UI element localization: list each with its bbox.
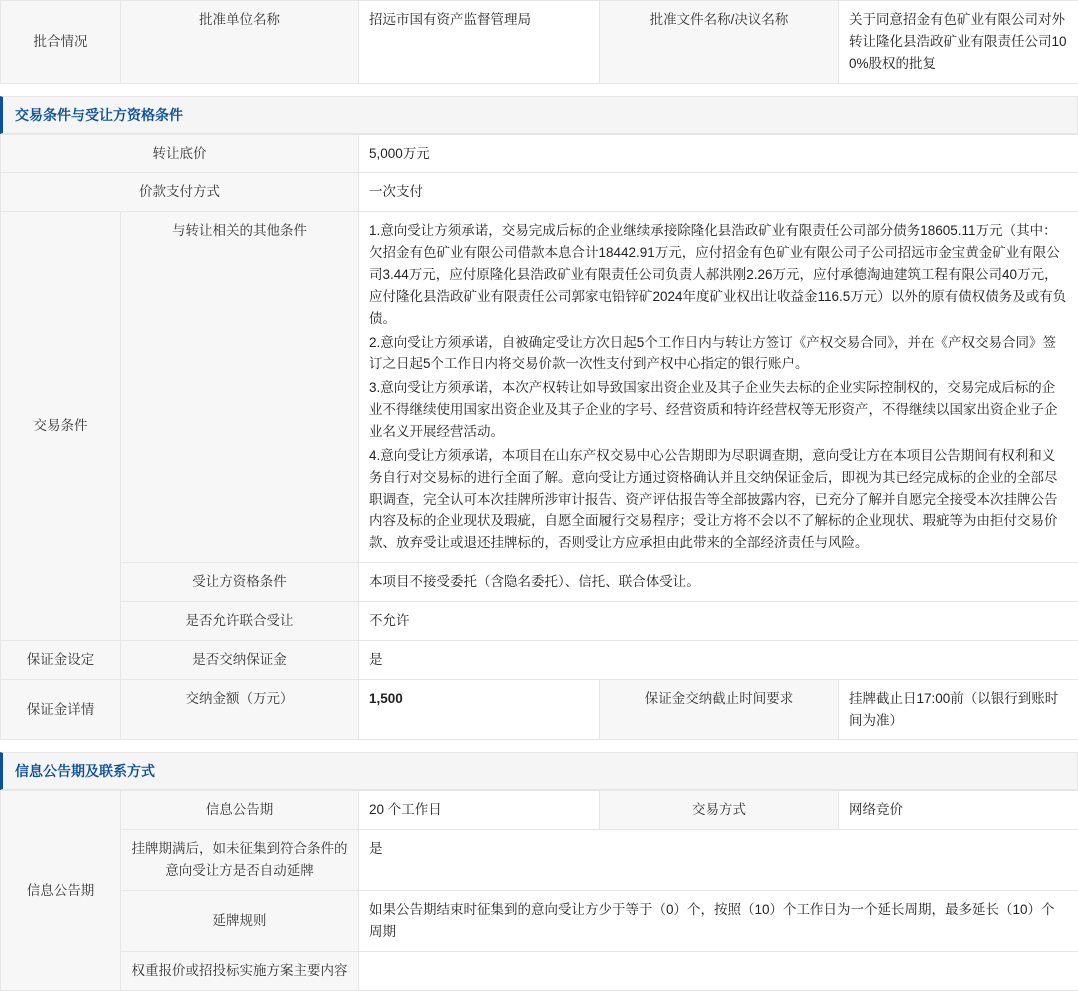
transfer-base-price-label: 转让底价	[1, 134, 359, 173]
trade-conditions-group-label: 交易条件	[1, 212, 121, 641]
table-row	[1, 830, 1078, 891]
deposit-required-label: 是否交纳保证金	[121, 640, 359, 679]
section-spacer-2	[0, 740, 1078, 746]
trade-method-value: 网络竞价	[839, 791, 1078, 830]
section-title-notice-period: 信息公告期及联系方式	[0, 752, 1078, 790]
auto-extend-label: 挂牌期满后，如未征集到符合条件的意向受让方是否自动延牌	[121, 830, 359, 891]
condition-paragraph-3: 3.意向受让方须承诺，本次产权转让如导致国家出资企业及其子企业失去标的企业实际控制权的，交易完成后标的企业不得继续使用国家出资企业及其子企业的字号、经营资质和特许经营权等无形资产，不得继续以国家出资企业子企业名义开展经营活动。	[369, 377, 1068, 443]
notice-period-table	[0, 790, 1078, 990]
approval-unit-value: 招远市国有资产监督管理局	[359, 1, 600, 84]
table-row	[1, 679, 1078, 740]
table-row	[1, 951, 1078, 990]
table-row	[1, 563, 1078, 602]
other-conditions-value	[359, 212, 1078, 563]
notice-period-label: 信息公告期	[121, 791, 359, 830]
deposit-amount-value: 1,500	[359, 679, 600, 740]
transferee-qualification-value: 本项目不接受委托（含隐名委托）、信托、联合体受让。	[359, 563, 1078, 602]
auto-extend-value: 是	[359, 830, 1078, 891]
weighted-bid-plan-value	[359, 951, 1078, 990]
payment-method-value: 一次支付	[359, 173, 1078, 212]
joint-transfer-allowed-label: 是否允许联合受让	[121, 602, 359, 641]
trade-conditions-table	[0, 134, 1078, 741]
notice-period-value: 20 个工作日	[359, 791, 600, 830]
section-spacer	[0, 84, 1078, 90]
extend-rule-label: 延牌规则	[121, 891, 359, 952]
approval-unit-label: 批准单位名称	[121, 1, 359, 84]
deposit-deadline-value: 挂牌截止日17:00前（以银行到账时间为准）	[839, 679, 1078, 740]
condition-paragraph-2: 2.意向受让方须承诺，自被确定受让方次日起5个工作日内与转让方签订《产权交易合同》，并在《产权交易合同》签订之日起5个工作日内将交易价款一次性支付到产权中心指定的银行账户。	[369, 332, 1068, 376]
transferee-qualification-label: 受让方资格条件	[121, 563, 359, 602]
extend-rule-value: 如果公告期结束时征集到的意向受让方少于等于（0）个，按照（10）个工作日为一个延长周期，最多延长（10）个周期	[359, 891, 1078, 952]
condition-paragraph-1: 1.意向受让方须承诺，交易完成后标的企业继续承接除隆化县浩政矿业有限责任公司部分债务18605.11万元（其中：欠招金有色矿业有限公司借款本息合计18442.91万元，应付招金有色矿业有限公司子公司招远市金宝黄金矿业有限公司3.44万元，应付原隆化县浩政矿业有限责任公司负责人郝洪刚2.26万元，应付承德淘迪建筑工程有限公司40万元，应付隆化县浩政矿业有限责任公司郭家屯铅锌矿2024年度矿业权出让收益金116.5万元）以外的原有债权债务及或有负债。	[369, 220, 1068, 329]
table-row	[1, 791, 1078, 830]
transfer-base-price-value: 5,000万元	[359, 134, 1078, 173]
approval-table	[0, 0, 1078, 84]
table-row	[1, 212, 1078, 563]
approval-doc-label: 批准文件名称/决议名称	[600, 1, 839, 84]
joint-transfer-allowed-value: 不允许	[359, 602, 1078, 641]
table-row	[1, 602, 1078, 641]
other-conditions-label: 与转让相关的其他条件	[121, 212, 359, 563]
trade-method-label: 交易方式	[600, 791, 839, 830]
table-row	[1, 640, 1078, 679]
approval-group-label: 批合情况	[1, 1, 121, 84]
notice-group-label: 信息公告期	[1, 791, 121, 990]
table-row	[1, 891, 1078, 952]
approval-doc-value: 关于同意招金有色矿业有限公司对外转让隆化县浩政矿业有限责任公司100%股权的批复	[839, 1, 1078, 84]
weighted-bid-plan-label: 权重报价或招投标实施方案主要内容	[121, 951, 359, 990]
section-title-trade-conditions: 交易条件与受让方资格条件	[0, 96, 1078, 134]
table-row	[1, 1, 1078, 84]
condition-paragraph-4: 4.意向受让方须承诺，本项目在山东产权交易中心公告期即为尽职调查期，意向受让方在本项目公告期间有权利和义务自行对交易标的进行全面了解。意向受让方通过资格确认并且交纳保证金后，即视为其已经完成标的企业的全部尽职调查，完全认可本次挂牌所涉审计报告、资产评估报告等全部披露内容，已充分了解并自愿完全接受本次挂牌公告内容及标的企业现状及瑕疵，自愿全面履行交易程序；受让方将不会以不了解标的企业现状、瑕疵等为由拒付交易价款、放弃受让或退还挂牌标的，否则受让方应承担由此带来的全部经济责任与风险。	[369, 445, 1068, 554]
payment-method-label: 价款支付方式	[1, 173, 359, 212]
table-row	[1, 134, 1078, 173]
deposit-setting-label: 保证金设定	[1, 640, 121, 679]
deposit-detail-label: 保证金详情	[1, 679, 121, 740]
deposit-required-value: 是	[359, 640, 1078, 679]
deposit-amount-label: 交纳金额（万元）	[121, 679, 359, 740]
table-row	[1, 173, 1078, 212]
deposit-deadline-label: 保证金交纳截止时间要求	[600, 679, 839, 740]
